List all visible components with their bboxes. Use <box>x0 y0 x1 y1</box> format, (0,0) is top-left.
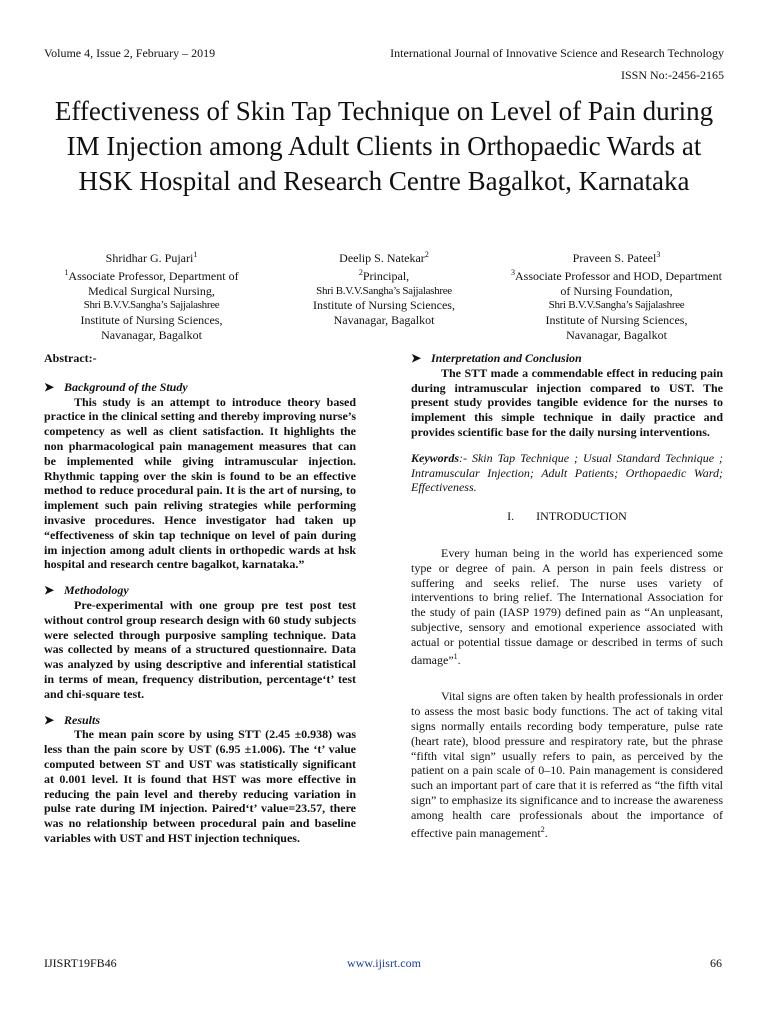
intro-paragraph-2: Vital signs are often taken by health professionals in order to assess the most basic body functions. The act of taking vital signs normally entails recording body temperature, pulse rate (heart rate), blood pressure and respiratory rate, but the phrase “fifth vital sign” usually refers to pain, as perceived by the patient on a pain scale of 0–10. Pain management is considered such an important part of care that it is referred as “the fifth vital sign” to emphasize its significance and to increase the awareness among health care professionals about the importance of effective pain management$^2$. <box>411 689 723 840</box>
author-block <box>44 248 724 343</box>
author-3: Praveen S. Pateel$^3$ $^3$Associate Professor and HOD, Department of Nursing Foundation, Shri B.V.V.Sangha’s Sajjalashree Institute of Nursing Sciences, Navanagar, Bagalkot <box>509 248 724 343</box>
author-institution-2: Institute of Nursing Sciences, <box>545 313 688 328</box>
conclusion-heading: ➤ Interpretation and Conclusion <box>411 351 582 365</box>
author-institution: Shri B.V.V.Sangha’s Sajjalashree <box>83 299 220 312</box>
background-text: This study is an attempt to introduce theory based practice in the clinical setting and thereby improving nurse’s competency as well as client satisfaction. It highlights the non pharmacological pain management measures that can be implemented while giving intramuscular injection. Rhythmic tapping over the skin is found to be an effective method to reduce procedural pain. It is the art of nursing, to implement such pain reliving strategies while performing invasive procedures. Hence investigator had taken up “effectiveness of skin tap technique on level of pain during im injection among adult clients in orthopedic wards at hsk hospital and research centre bagalkot, karnataka.” <box>44 394 356 572</box>
left-column <box>44 351 356 846</box>
journal-url-link[interactable]: www.ijisrt.com <box>347 956 421 970</box>
author-institution-2: Institute of Nursing Sciences, <box>80 313 223 328</box>
issn: ISSN No:-2456-2165 <box>620 68 724 82</box>
keywords-text: :- Skin Tap Technique ; Usual Standard Technique ; Intramuscular Injection; Adult Patients; Orthopaedic Ward; Effectiveness. <box>411 450 723 495</box>
volume-info: Volume 4, Issue 2, February – 2019 <box>44 46 216 60</box>
results-heading: ➤ Results <box>44 712 101 727</box>
author-place: Navanagar, Bagalkot <box>333 313 435 328</box>
arrow-bullet-icon: ➤ <box>44 379 55 394</box>
conclusion-text: The STT made a commendable effect in reducing pain during intramuscular injection compared to UST. The present study provides tangible evidence for the nurses to implement this simple technique in daily practice and provides scientific base for the daily nursing interventions. <box>411 365 723 439</box>
keywords-label: Keywords <box>411 450 459 465</box>
arrow-bullet-icon: ➤ <box>411 351 422 365</box>
paper-title: Effectiveness of Skin Tap Technique on Level of Pain during IM Injection among Adult Clients in Orthopaedic Wards at HSK Hospital and Research Centre Bagalkot, Karnataka <box>54 96 714 196</box>
author-name: Deelip S. Natekar <box>339 251 425 265</box>
introduction-heading: I. INTRODUCTION <box>507 509 627 524</box>
author-name: Shridhar G. Pujari <box>105 251 194 265</box>
author-institution: Shri B.V.V.Sangha’s Sajjalashree <box>316 284 452 297</box>
author-1: Shridhar G. Pujari$^1$ $^1$Associate Professor, Department of Medical Surgical Nursing, Shri B.V.V.Sangha’s Sajjalashree Institute of Nursing Sciences, Navanagar, Bagalkot <box>44 248 259 343</box>
author-role: Principal, <box>362 268 410 283</box>
background-heading: ➤ Background of the Study <box>44 379 188 394</box>
author-2: Deelip S. Natekar$^2$ $^2$Principal, Shri B.V.V.Sangha’s Sajjalashree Institute of Nursing Sciences, Navanagar, Bagalkot <box>277 248 492 343</box>
author-institution-2: Institute of Nursing Sciences, <box>313 298 455 313</box>
methodology-text: Pre-experimental with one group pre test post test without control group research design with 60 study subjects were selected through purposive sampling technique. Data was collected by means of a structured questionnaire. Data was analyzed by using descriptive and inferential statistical in terms of mean, frequency distribution, percentage‘t’ test and chi-square test. <box>44 597 356 701</box>
arrow-bullet-icon: ➤ <box>44 583 55 598</box>
page-number: 66 <box>710 956 722 970</box>
arrow-bullet-icon: ➤ <box>44 712 55 727</box>
paper-id: IJISRT19FB46 <box>44 956 117 970</box>
author-place: Navanagar, Bagalkot <box>101 327 202 342</box>
author-institution: Shri B.V.V.Sangha’s Sajjalashree <box>548 299 685 312</box>
author-role: Associate Professor and HOD, Department of Nursing Foundation, <box>515 268 722 298</box>
abstract-label: Abstract:- <box>44 351 97 365</box>
intro-paragraph-1: Every human being in the world has experienced some type or degree of pain. A person in pain feels distress or suffering and seeks relief. The nurse uses variety of interventions to bring relief. The International Association for the study of pain (IASP 1979) defined pain as “An unpleasant, subjective, sensory and emotional experience associated with actual or potential tissue damage or described in terms of such damage”$^1$. <box>411 545 723 667</box>
author-name: Praveen S. Pateel <box>572 251 657 265</box>
methodology-heading: ➤ Methodology <box>44 583 129 598</box>
results-text: The mean pain score by using STT (2.45 ±0.938) was less than the pain score by UST (6.95 ±1.006). The ‘t’ value computed between ST and UST was statistically significant at 0.001 level. It is found that HST was more effective in reducing the pain level and thereby reducing variation in pulse rate during IM injection. Paired‘t’ value=23.57, there was no relationship between procedural pain and baseline variables with UST and HST injection techniques. <box>44 727 356 845</box>
journal-name: International Journal of Innovative Science and Research Technology <box>390 46 724 60</box>
right-column <box>411 351 723 840</box>
author-role: Associate Professor, Department of Medical Surgical Nursing, <box>68 268 239 298</box>
author-place: Navanagar, Bagalkot <box>566 327 667 342</box>
keywords <box>411 451 723 495</box>
